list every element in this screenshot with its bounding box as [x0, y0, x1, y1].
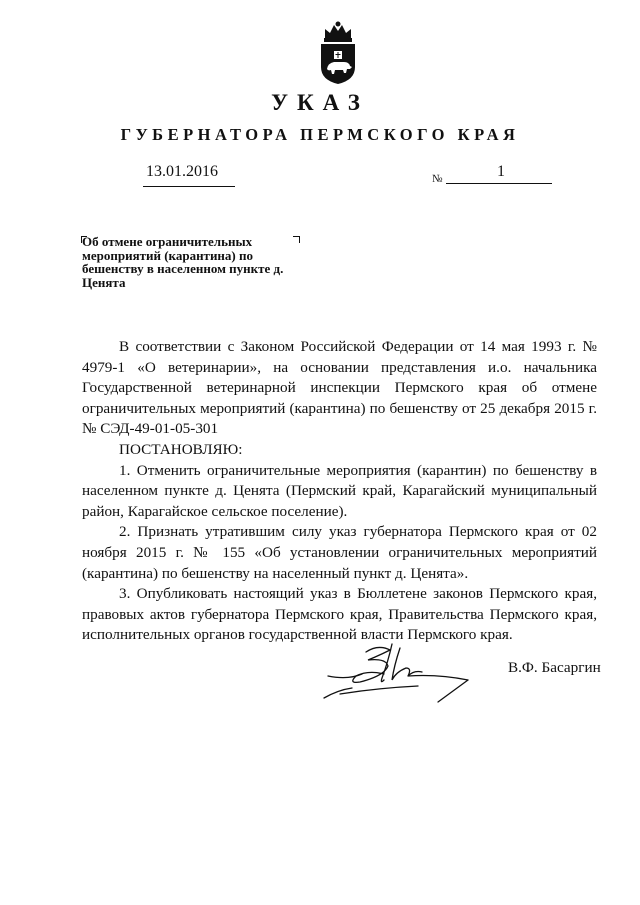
- document-date: 13.01.2016: [146, 163, 218, 180]
- document-body: [82, 337, 597, 646]
- body-resolve-heading: ПОСТАНОВЛЯЮ:: [119, 440, 243, 458]
- issuer-title: ГУБЕРНАТОРА ПЕРМСКОГО КРАЯ: [120, 125, 520, 144]
- signer-name: В.Ф. Басаргин: [508, 659, 601, 676]
- date-underline: [143, 186, 235, 187]
- document-number: 1: [497, 163, 505, 180]
- body-item-3: 3. Опубликовать настоящий указ в Бюллетене законов Пермского края, правовых актов губернатора Пермского края, Правительства Пермского края, исполнительных органов государственной власти Пермского края.: [82, 585, 597, 644]
- coat-of-arms-icon: [316, 20, 360, 86]
- body-preamble: В соответствии с Законом Российской Федерации от 14 мая 1993 г. № 4979-1 «О ветеринарии», на основании представления и.о. начальника Государственной ветеринарной инспекции Пермского края об отмене ограничительных мероприятий (карантина) по бешенству от 25 декабря 2015 г. № СЭД-49-01-05-301: [82, 338, 597, 438]
- body-item-2: 2. Признать утратившим силу указ губернатора Пермского края от 02 ноября 2015 г. № 155 «Об установлении ограничительных мероприятий (карантина) по бешенству на населенный пункт д. Ценята».: [82, 523, 597, 582]
- body-item-1: 1. Отменить ограничительные мероприятия (карантин) по бешенству в населенном пункте д. Ценята (Пермский край, Карагайский муниципальный район, Карагайское сельское поселение).: [82, 461, 597, 520]
- document-subject: Об отмене ограничительных мероприятий (карантина) по бешенству в населенном пункте д. Ценята: [82, 234, 284, 290]
- handwritten-signature: [318, 640, 478, 710]
- number-label: №: [432, 173, 443, 185]
- document-type-title: УКАЗ: [271, 90, 369, 115]
- number-underline: [446, 183, 552, 184]
